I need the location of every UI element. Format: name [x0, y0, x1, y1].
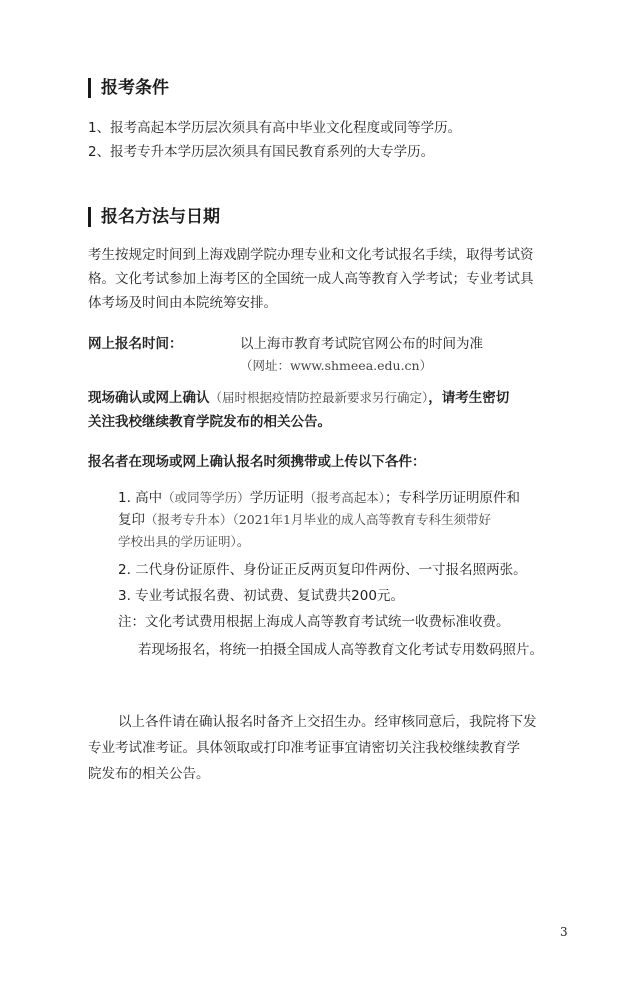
closing-line-1: 以上各件请在确认报名时备齐上交招生办。经审核同意后，我院将下发: [118, 714, 537, 730]
online-registration-value: 以上海市教育考试院官网公布的时间为准: [240, 336, 483, 352]
closing-line-2: 专业考试准考证。具体领取或打印准考证事宜请密切关注我校继续教育学: [88, 740, 520, 756]
material-text: 1. 高中: [118, 490, 163, 506]
photo-note: 若现场报名，将统一拍摄全国成人高等教育文化考试专用数码照片。: [138, 642, 543, 658]
online-registration-url: （网址：www.shmeea.edu.cn）: [240, 358, 433, 373]
material-note: （报考高起本）: [303, 490, 385, 505]
material-item-1: [118, 487, 563, 553]
intro-line-2: 格。文化考试参加上海考区的全国统一成人高等教育入学考试；专业考试具: [88, 271, 534, 287]
confirm-note: （届时根据疫情防控最新要求另行确定）: [209, 390, 429, 405]
confirm-line-2: 关注我校继续教育学院发布的相关公告。: [88, 414, 331, 430]
material-item-3: 3. 专业考试报名费、初试费、复试费共200元。: [118, 588, 404, 604]
intro-line-1: 考生按规定时间到上海戏剧学院办理专业和文化考试报名手续，取得考试资: [88, 247, 534, 263]
material-text: ；专科学历证明原件和: [384, 490, 520, 506]
section-heading-requirements: 报考条件: [88, 78, 169, 98]
page-number: 3: [560, 925, 568, 939]
material-text: 学历证明: [249, 490, 304, 506]
requirement-item-2: 2、报考专升本学历层次须具有国民教育系列的大专学历。: [88, 144, 435, 160]
confirm-bold-end-1: ，请考生密切: [428, 390, 510, 406]
section-heading-registration: 报名方法与日期: [88, 207, 220, 227]
closing-line-3: 院发布的相关公告。: [88, 766, 210, 782]
material-text: 复印: [118, 512, 145, 528]
intro-line-3: 体考场及时间由本院统筹安排。: [88, 295, 277, 311]
fee-note: 注：文化考试费用根据上海成人高等教育考试统一收费标准收费。: [118, 614, 510, 630]
material-note: （或同等学历）: [162, 490, 250, 505]
materials-heading: 报名者在现场或网上确认报名时须携带或上传以下各件：: [88, 454, 426, 470]
material-item-1-line-1: [118, 487, 563, 509]
requirement-item-1: 1、报考高起本学历层次须具有高中毕业文化程度或同等学历。: [88, 120, 462, 136]
confirm-line-1: [88, 387, 509, 409]
material-note: 学校出具的学历证明）: [118, 534, 237, 549]
material-note: （报考专升本）（2021年1月毕业的成人高等教育专科生须带好: [145, 512, 492, 527]
material-item-1-line-3: [118, 531, 563, 553]
online-registration-label: 网上报名时间：: [88, 336, 183, 352]
material-item-2: 2. 二代身份证原件、身份证正反两页复印件两份、一寸报名照两张。: [118, 562, 527, 578]
material-item-1-line-2: [118, 509, 563, 531]
confirm-bold-start: 现场确认或网上确认: [88, 390, 210, 406]
material-text: 。: [236, 534, 251, 550]
